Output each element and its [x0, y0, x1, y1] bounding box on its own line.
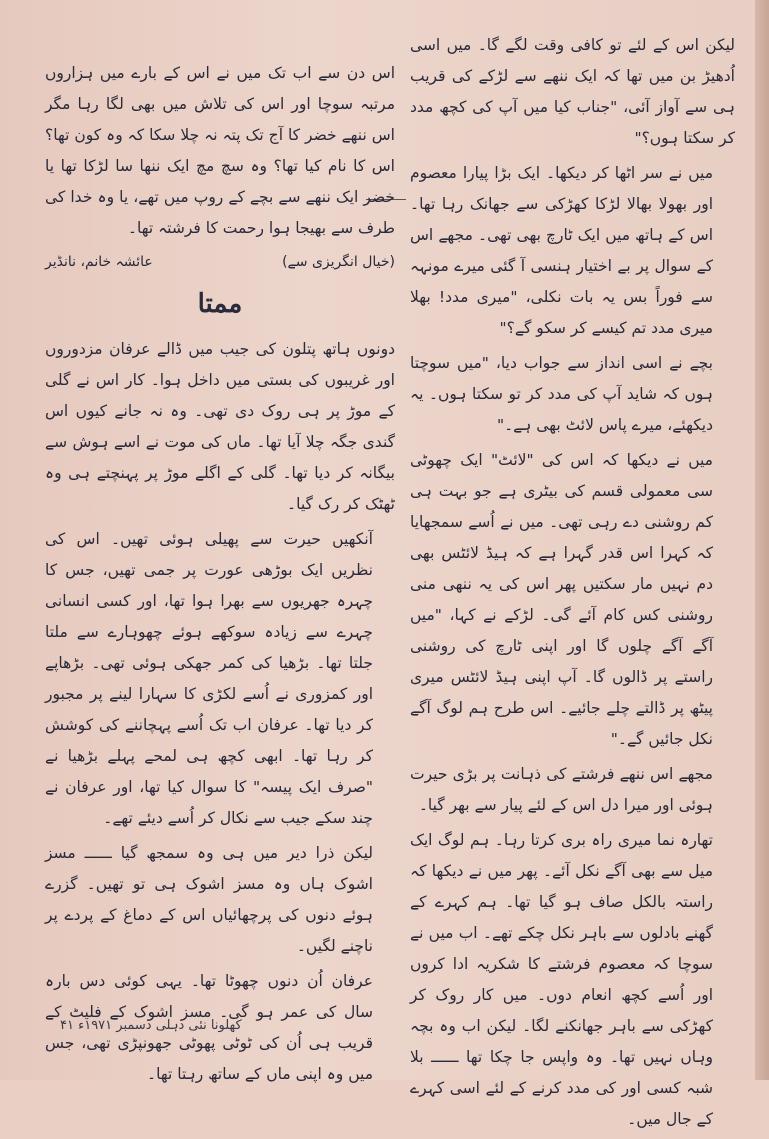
attribution-line [45, 248, 395, 276]
story-paragraph: لیکن ذرا دیر میں ہی وہ سمجھ گیا ــــــ مسز اشوک ہاں وہ مسز اشوک ہی تو تھیں۔ گزرے ہوئے دنوں کی پرچھائیاں اس کے دماغ کے پردے پر ناچنے لگیں۔ [45, 844, 373, 955]
left-column [45, 58, 395, 1094]
story-paragraph: عرفان اُن دنوں چھوٹا تھا۔ یہی کوئی دس بارہ سال کی عمر ہو گی۔ مسز اشوک کے فلیٹ کے قریب ہی اُن کی ٹوٹی پھوٹی جھونپڑی تھی، جس میں وہ اپنی ماں کے ساتھ رہتا تھا۔ [45, 972, 373, 1083]
intro-paragraph: اس دن سے اب تک میں نے اس کے بارے میں ہزاروں مرتبہ سوچا اور اس کی تلاش میں بھی لگا رہا مگر اس ننھے خضر کا آج تک پتہ نہ چلا سکا کہ وہ کون تھا؟ اس کا نام کیا تھا؟ وہ سچ مچ ایک ننھا سا لڑکا تھا یا خضر ایک ننھے سے بچے کے روپ میں تھے، یا وہ خدا کی طرف سے بھیجا ہوا رحمت کا فرشتہ تھا۔ [45, 64, 395, 237]
right-paragraph: تھارہ نما میری راہ بری کرتا رہا۔ ہم لوگ ایک میل سے بھی آگے نکل آئے۔ پھر میں نے دیکھا کہ راستہ بالکل صاف ہو گیا تھا۔ ہم کہرے کے گھنے بادلوں سے باہر نکل چکے تھے۔ اب میں نے سوچا کہ معصوم فرشتے کا شکریہ ادا کروں اور اُسے کچھ انعام دوں۔ میں کار روک کر کھڑکی سے باہر جھانکنے لگا۔ لیکن اب وہ بچہ وہاں نہیں تھا۔ وہ واپس جا چکا تھا ــــــ بلا شبہ کسی اور کی مدد کرنے کے لئے اسی کہرے کے جال میں۔ [410, 831, 713, 1128]
right-paragraph: مجھے اس ننھے فرشتے کی ذہانت پر بڑی حیرت ہوئی اور میرا دل اس کے لئے پیار سے بھر گیا۔ [410, 765, 713, 814]
page-footer: کھلونا نئی دہلی دسمبر ۱۹۷۱ء ۴۱ [60, 1018, 242, 1033]
story-paragraph: دونوں ہاتھ پتلون کی جیب میں ڈالے عرفان مزدوروں اور غریبوں کی بستی میں داخل ہوا۔ کار اس نے گلی کے موڑ پر ہی روک دی تھی۔ وہ نہ جانے کیوں اس گندی جگہ چلا آیا تھا۔ ماں کی موت نے اسے ہوش سے بیگانہ کر دیا تھا۔ گلی کے اگلے موڑ پر پہنچتے ہی وہ ٹھٹک کر رک گیا۔ [45, 340, 395, 513]
source-note: (خیال انگریزی سے) [282, 254, 395, 270]
right-paragraph: لیکن اس کے لئے تو کافی وقت لگے گا۔ میں اسی اُدھیڑ بن میں تھا کہ ایک ننھے سے لڑکے کی قریب ہی سے آواز آئی، "جناب کیا میں آپ کی کچھ مدد کر سکتا ہوں؟" [410, 36, 735, 147]
right-column [410, 30, 735, 1139]
page-binding-edge [755, 0, 769, 1080]
right-paragraph: میں نے دیکھا کہ اس کی "لائٹ" ایک چھوٹی سی معمولی قسم کی بیٹری ہے جو بہت ہی کم روشنی دے رہی تھی۔ میں نے اُسے سمجھایا کہ کہرا اس قدر گہرا ہے کہ ہیڈ لائٹس بھی دم نہیں مار سکتیں پھر اس کی یہ ننھی منی روشنی کس کام آئے گی۔ لڑکے نے کہا، "میں آگے آگے چلوں گا اور اپنی ٹارچ کی روشنی راستے پر ڈالوں گا۔ آپ اپنی ہیڈ لائٹس میری پیٹھ پر ڈالتے چلے جائیے۔ اس طرح ہم لوگ آگے نکل جائیں گے۔" [410, 451, 713, 748]
story-paragraph: آنکھیں حیرت سے پھیلی ہوئی تھیں۔ اس کی نظریں ایک بوڑھی عورت پر جمی تھیں، جس کا چہرہ جھریوں سے بھرا ہوا تھا، اور کسی انسانی چہرے سے زیادہ سوکھے ہوئے چھوہارے سے ملتا جلتا تھا۔ بڑھیا کی کمر جھکی ہوئی تھی۔ بڑھاپے اور کمزوری نے اُسے لکڑی کا سہارا لینے پر مجبور کر دیا تھا۔ عرفان اب تک اُسے پہچاننے کی کوشش کر رہا تھا۔ ابھی کچھ ہی لمحے پہلے بڑھیا نے "صرف ایک پیسہ" کا سوال کیا تھا، اور عرفان نے چند سکے جیب سے نکال کر اُسے دیئے تھے۔ [45, 530, 373, 827]
right-paragraph: بچے نے اسی انداز سے جواب دیا، "میں سوچتا ہوں کہ شاید آپ کی مدد کر تو سکتا ہوں۔ یہ دیکھئے، میرے پاس لائٹ بھی ہے۔" [410, 354, 713, 434]
story-title: ممتا [197, 289, 243, 319]
author-name: عائشہ خانم، نانڈیر [45, 254, 153, 270]
right-paragraph: میں نے سر اٹھا کر دیکھا۔ ایک بڑا پیارا معصوم اور بھولا بھالا لڑکا کھڑکی سے جھانک رہا تھا۔ اس کے ہاتھ میں ایک ٹارچ بھی تھی۔ مجھے اس کے سوال پر بے اختیار ہنسی آ گئی میرے مونہہ سے فوراً بس یہ بات نکلی، "میری مدد! بھلا میری مدد تم کیسے کر سکو گے؟" [410, 164, 713, 337]
